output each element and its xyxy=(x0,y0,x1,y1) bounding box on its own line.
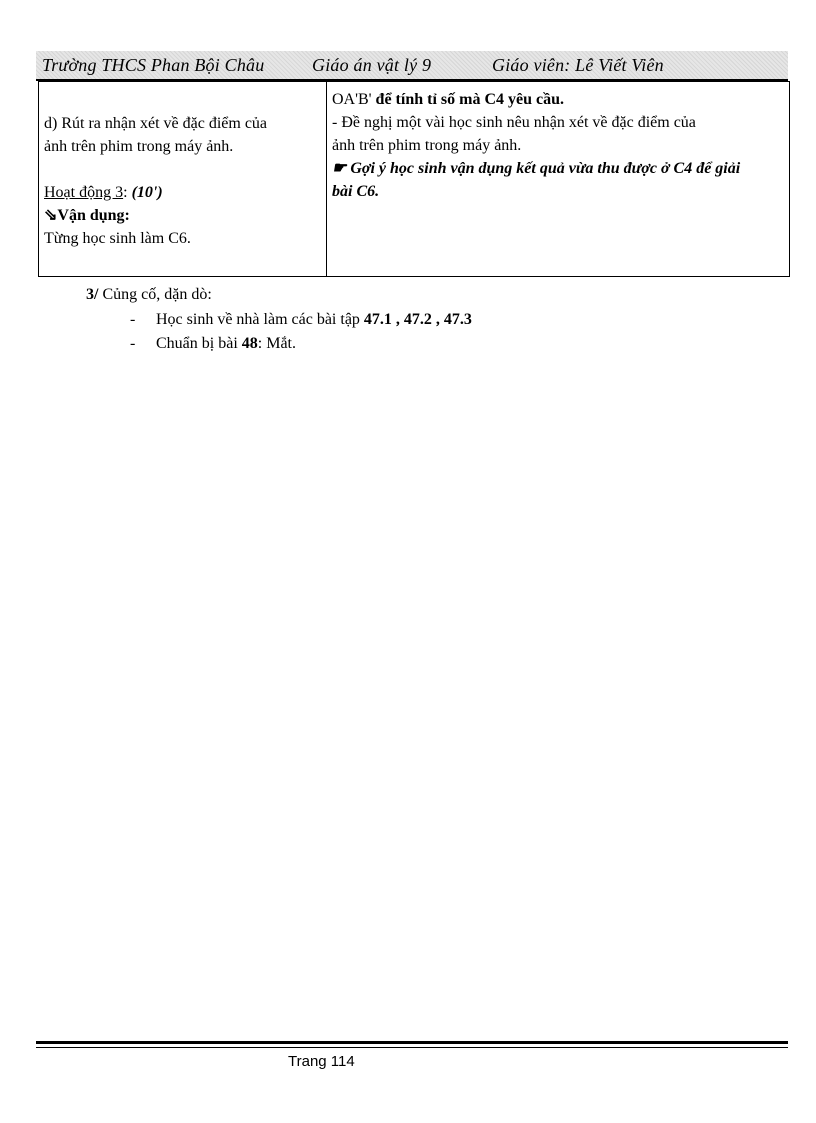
homework-list xyxy=(130,308,472,356)
section-heading: 3/ Củng cố, dặn dò: xyxy=(86,286,212,303)
list-item: - Chuẩn bị bài 48: Mắt. xyxy=(130,335,296,352)
footer-rule-thin xyxy=(36,1047,788,1048)
page-header xyxy=(36,51,788,81)
pointing-hand-icon: ☛ xyxy=(332,160,347,177)
spacer xyxy=(44,158,322,181)
hint-line-2: bài C6. xyxy=(332,183,380,200)
lesson-plan-title: Giáo án vật lý 9 xyxy=(312,55,432,75)
hint-line-1: ☛ Gợi ý học sinh vận dụng kết quả vừa thu được ở C4 để giải xyxy=(332,160,741,177)
right-line-3: ảnh trên phim trong máy ảnh. xyxy=(332,137,522,154)
lesson-table xyxy=(38,81,790,277)
right-line-1: OA'B' để tính tỉ số mà C4 yêu cầu. xyxy=(332,91,564,108)
apply-label: Vận dụng: xyxy=(57,207,130,224)
observation-line-1: d) Rút ra nhận xét về đặc điểm của xyxy=(44,115,268,132)
footer-rule-thick xyxy=(36,1041,788,1044)
school-name: Trường THCS Phan Bội Châu xyxy=(42,55,265,75)
right-line-2: - Đề nghị một vài học sinh nêu nhận xét về đặc điểm của xyxy=(332,114,696,131)
observation-line-2: ảnh trên phim trong máy ảnh. xyxy=(44,138,234,155)
activity-label: Hoạt động 3 xyxy=(44,184,124,201)
task-text: Từng học sinh làm C6. xyxy=(44,230,191,247)
teacher-name: Giáo viên: Lê Viết Viên xyxy=(492,55,664,75)
arrow-icon: ⇘ xyxy=(44,207,58,224)
list-item: - Học sinh về nhà làm các bài tập 47.1 , 47.2 , 47.3 xyxy=(130,311,472,328)
teacher-activity-column xyxy=(332,88,784,203)
page-number: Trang 114 xyxy=(288,1053,355,1070)
column-divider xyxy=(326,82,327,276)
activity-time: (10') xyxy=(131,184,163,201)
apply-heading xyxy=(44,204,322,227)
activity-heading: Hoạt động 3: (10') xyxy=(44,184,163,201)
student-activity-column xyxy=(44,112,322,250)
